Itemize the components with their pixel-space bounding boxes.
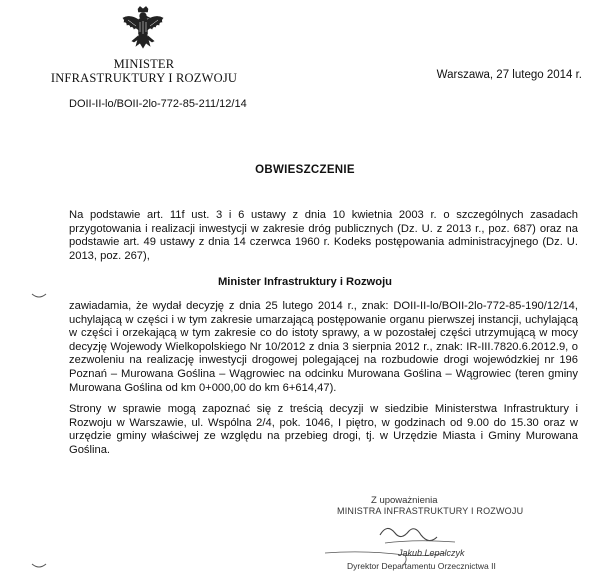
subheading: Minister Infrastruktury i Rozwoju xyxy=(217,276,393,288)
stamp-ministry: MINISTRA INFRASTRUKTURY I ROZWOJU xyxy=(337,506,524,516)
document-date: Warszawa, 27 lutego 2014 r. xyxy=(436,69,582,81)
stamp-authorization: Z upoważnienia xyxy=(371,495,438,506)
reference-number: DOII-II-lo/BOII-2lo-772-85-211/12/14 xyxy=(69,98,247,110)
margin-mark-icon xyxy=(30,292,48,300)
paragraph-access-info: Strony w sprawie mogą zapoznać się z treścią decyzji w siedzibie Ministerstwa Infrastruktury i Rozwoju w Warszawie, ul. Wspólna 2/4, pok. 1046, I piętro, w godzinach od 9.00 do 15.30 oraz w urzędzie gminy właściwej ze względu na przebieg drogi, tj. w Urzędzie Miasta i Gminy Murowana Goślina. xyxy=(69,403,578,456)
stamp-signatory-name: Jakub Lepalczyk xyxy=(398,548,465,558)
ministry-header xyxy=(46,57,242,85)
document-title: OBWIESZCZENIE xyxy=(255,164,355,176)
ministry-line1: MINISTER xyxy=(113,57,175,71)
paragraph-legal-basis: Na podstawie art. 11f ust. 3 i 6 ustawy z dnia 10 kwietnia 2003 r. o szczególnych zasadach przygotowania i realizacji inwestycji w zakresie dróg publicznych (Dz. U. z 2013 r., poz. 687) oraz na podstawie art. 49 ustawy z dnia 14 czerwca 1960 r. Kodeks postępowania administracyjnego (Dz. U. 2013, poz. 267), xyxy=(69,209,578,262)
signature-stamp xyxy=(325,493,595,573)
stamp-signatory-title: Dyrektor Departamentu Orzecznictwa II xyxy=(347,561,496,571)
margin-mark-icon xyxy=(30,562,48,570)
polish-eagle-emblem-icon xyxy=(120,6,166,56)
paragraph-decision: zawiadamia, że wydał decyzję z dnia 25 lutego 2014 r., znak: DOII-II-lo/BOII-2lo-772-85-190/12/14, uchylającą w części i w tym zakresie umarzającą postępowanie organu pierwszej instancji, uchylającą w części i orzekającą w tym zakresie co do istoty sprawy, a w pozostałej części utrzymującą w mocy decyzję Wojewody Wielkopolskiego Nr 10/2012 z dnia 3 sierpnia 2012 r., znak: IR-III.7820.6.2012.9, o zezwoleniu na realizację inwestycji drogowej polegającej na rozbudowie drogi wojewódzkiej nr 196 Poznań – Murowana Goślina – Wągrowiec na odcinku Murowana Goślina – Wągrowiec (teren gminy Murowana Goślina od km 0+000,00 do km 6+614,47). xyxy=(69,300,578,394)
ministry-line2: INFRASTRUKTURY I ROZWOJU xyxy=(50,71,238,85)
